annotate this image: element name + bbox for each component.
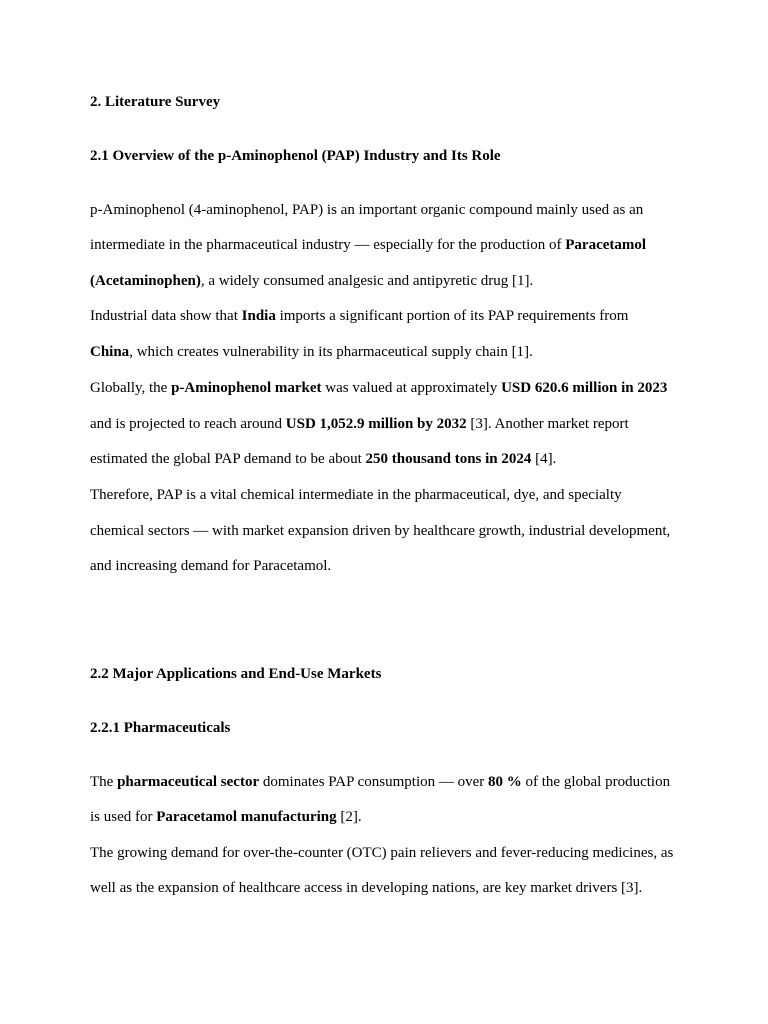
text-line: Globally, the p-Aminophenol market was valued at approximately USD 620.6 million in 2023 bbox=[90, 380, 668, 396]
text-line: well as the expansion of healthcare access in developing nations, are key market drivers [3]. bbox=[90, 880, 643, 896]
subsubsection-heading-pharmaceuticals: 2.2.1 Pharmaceuticals bbox=[90, 720, 231, 736]
text-line: China, which creates vulnerability in its pharmaceutical supply chain [1]. bbox=[90, 344, 533, 360]
text-line: Industrial data show that India imports a significant portion of its PAP requirements from bbox=[90, 308, 629, 324]
text-line: p-Aminophenol (4-aminophenol, PAP) is an important organic compound mainly used as an bbox=[90, 202, 644, 218]
subsection-heading-overview: 2.1 Overview of the p-Aminophenol (PAP) Industry and Its Role bbox=[90, 148, 501, 164]
text-line: (Acetaminophen), a widely consumed analgesic and antipyretic drug [1]. bbox=[90, 273, 534, 289]
text-line: and increasing demand for Paracetamol. bbox=[90, 558, 332, 574]
text-line: is used for Paracetamol manufacturing [2]. bbox=[90, 809, 362, 825]
text-line: and is projected to reach around USD 1,052.9 million by 2032 [3]. Another market report bbox=[90, 416, 629, 432]
section-heading-literature-survey: 2. Literature Survey bbox=[90, 94, 221, 110]
text-line: The pharmaceutical sector dominates PAP consumption — over 80 % of the global production bbox=[90, 774, 671, 790]
subsection-heading-applications: 2.2 Major Applications and End-Use Markets bbox=[90, 666, 382, 682]
text-line: intermediate in the pharmaceutical industry — especially for the production of Paracetamol bbox=[90, 237, 647, 253]
text-line: Therefore, PAP is a vital chemical intermediate in the pharmaceutical, dye, and specialty bbox=[90, 487, 622, 503]
text-line: The growing demand for over-the-counter (OTC) pain relievers and fever-reducing medicines, as bbox=[90, 845, 674, 861]
text-line: chemical sectors — with market expansion driven by healthcare growth, industrial development, bbox=[90, 523, 671, 539]
text-line: estimated the global PAP demand to be about 250 thousand tons in 2024 [4]. bbox=[90, 451, 557, 467]
